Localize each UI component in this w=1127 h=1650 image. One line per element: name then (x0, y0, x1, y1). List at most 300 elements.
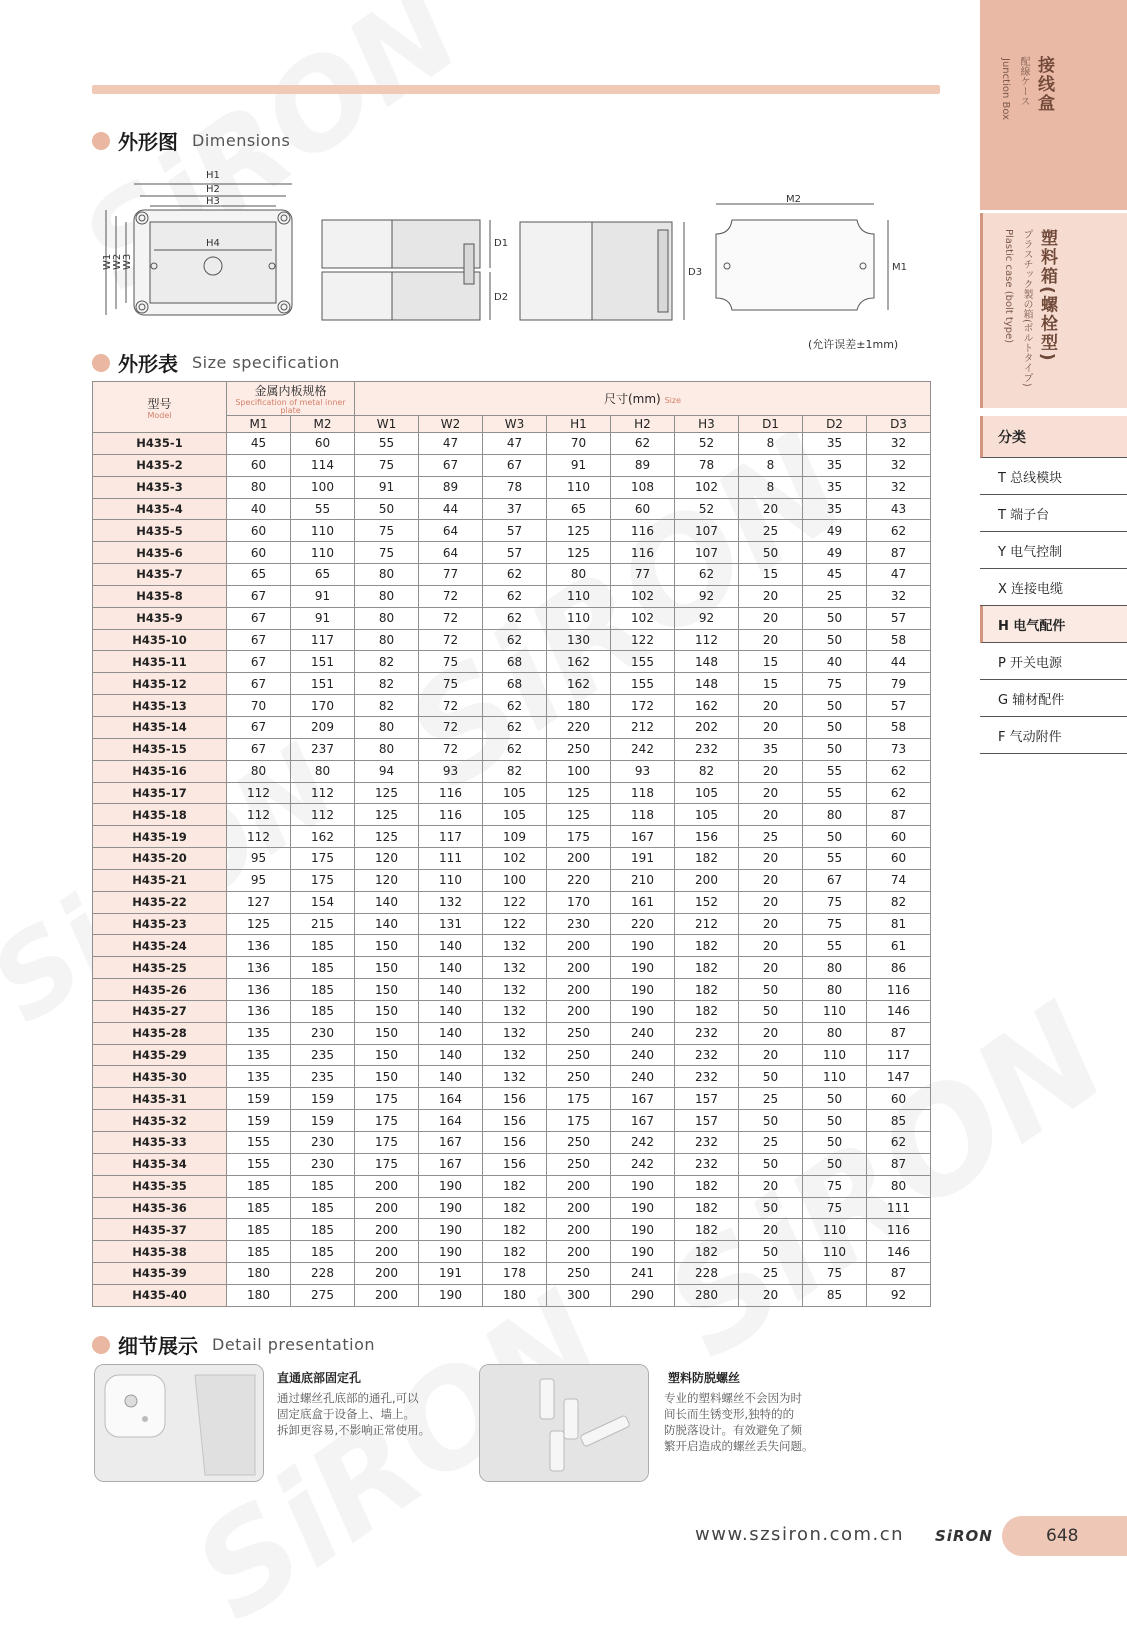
value-cell: 110 (803, 1044, 867, 1066)
value-cell: 162 (547, 651, 611, 673)
value-cell: 116 (611, 520, 675, 542)
value-cell: 122 (483, 913, 547, 935)
column-header: W3 (483, 416, 547, 433)
value-cell: 100 (291, 476, 355, 498)
inner-plate-drawing (716, 204, 888, 310)
category-item[interactable]: T 端子台 (980, 495, 1127, 532)
value-cell: 105 (483, 782, 547, 804)
model-cell: H435-33 (93, 1132, 227, 1154)
detail-line: 固定底盒于设备上、墙上。 (277, 1407, 415, 1421)
table-row (93, 804, 931, 826)
value-cell: 110 (803, 1000, 867, 1022)
value-cell: 82 (355, 651, 419, 673)
value-cell: 125 (547, 520, 611, 542)
value-cell: 182 (675, 957, 739, 979)
value-cell: 80 (867, 1175, 931, 1197)
value-cell: 200 (547, 1175, 611, 1197)
value-cell: 110 (803, 1241, 867, 1263)
value-cell: 70 (547, 433, 611, 455)
model-cell: H435-39 (93, 1263, 227, 1285)
value-cell: 68 (483, 673, 547, 695)
value-cell: 47 (419, 433, 483, 455)
value-cell: 125 (355, 782, 419, 804)
table-row (93, 542, 931, 564)
value-cell: 50 (739, 542, 803, 564)
value-cell: 52 (675, 433, 739, 455)
value-cell: 200 (547, 1241, 611, 1263)
column-header: D1 (739, 416, 803, 433)
value-cell: 62 (867, 520, 931, 542)
value-cell: 240 (611, 1066, 675, 1088)
label-w3: W3 (122, 253, 133, 270)
value-cell: 156 (675, 826, 739, 848)
value-cell: 157 (675, 1110, 739, 1132)
value-cell: 65 (227, 564, 291, 586)
model-cell: H435-40 (93, 1284, 227, 1306)
value-cell: 182 (675, 1000, 739, 1022)
value-cell: 91 (547, 454, 611, 476)
value-cell: 156 (483, 1088, 547, 1110)
model-header (93, 382, 227, 433)
value-cell: 191 (419, 1263, 483, 1285)
value-cell: 250 (547, 1022, 611, 1044)
value-cell: 87 (867, 542, 931, 564)
category-item[interactable]: G 辅材配件 (980, 680, 1127, 717)
label-w2: W2 (112, 253, 123, 270)
column-header: W1 (355, 416, 419, 433)
value-cell: 79 (867, 673, 931, 695)
value-cell: 20 (739, 629, 803, 651)
value-cell: 35 (803, 433, 867, 455)
plate-header-cn: 金属内板规格 (254, 384, 327, 398)
value-cell: 35 (739, 738, 803, 760)
value-cell: 60 (867, 1088, 931, 1110)
value-cell: 116 (419, 782, 483, 804)
value-cell: 80 (355, 629, 419, 651)
value-cell: 32 (867, 585, 931, 607)
value-cell: 20 (739, 891, 803, 913)
column-header: D2 (803, 416, 867, 433)
value-cell: 250 (547, 738, 611, 760)
value-cell: 212 (611, 716, 675, 738)
value-cell: 200 (675, 869, 739, 891)
value-cell: 105 (675, 804, 739, 826)
value-cell: 43 (867, 498, 931, 520)
value-cell: 80 (355, 585, 419, 607)
value-cell: 182 (675, 935, 739, 957)
value-cell: 109 (483, 826, 547, 848)
value-cell: 74 (867, 869, 931, 891)
value-cell: 132 (483, 1044, 547, 1066)
side-subtitle-en: Plastic case (bolt type) (1003, 229, 1014, 344)
value-cell: 80 (803, 804, 867, 826)
value-cell: 250 (547, 1066, 611, 1088)
value-cell: 202 (675, 716, 739, 738)
value-cell: 100 (547, 760, 611, 782)
model-cell: H435-7 (93, 564, 227, 586)
dimension-drawings (92, 160, 912, 350)
side-subtitle-cn: 塑料箱(螺栓型) (1037, 229, 1057, 363)
value-cell: 290 (611, 1284, 675, 1306)
value-cell: 175 (547, 1088, 611, 1110)
value-cell: 167 (611, 1110, 675, 1132)
value-cell: 87 (867, 1022, 931, 1044)
table-row (93, 1066, 931, 1088)
value-cell: 15 (739, 673, 803, 695)
value-cell: 111 (419, 848, 483, 870)
value-cell: 89 (611, 454, 675, 476)
value-cell: 67 (803, 869, 867, 891)
detail-image-mounting-hole (94, 1364, 264, 1482)
category-list (980, 416, 1127, 754)
value-cell: 182 (483, 1219, 547, 1241)
table-row (93, 1219, 931, 1241)
value-cell: 178 (483, 1263, 547, 1285)
value-cell: 82 (355, 673, 419, 695)
category-item[interactable]: X 连接电缆 (980, 569, 1127, 606)
model-cell: H435-32 (93, 1110, 227, 1132)
value-cell: 280 (675, 1284, 739, 1306)
value-cell: 125 (355, 804, 419, 826)
value-cell: 230 (291, 1022, 355, 1044)
table-row (93, 1263, 931, 1285)
value-cell: 20 (739, 716, 803, 738)
value-cell: 50 (803, 1088, 867, 1110)
value-cell: 80 (547, 564, 611, 586)
side-section-drawing (520, 222, 684, 320)
model-cell: H435-36 (93, 1197, 227, 1219)
value-cell: 57 (483, 520, 547, 542)
value-cell: 68 (483, 651, 547, 673)
value-cell: 50 (803, 716, 867, 738)
value-cell: 185 (291, 1197, 355, 1219)
value-cell: 75 (355, 520, 419, 542)
side-title-cn: 接线盒 (1034, 56, 1054, 113)
label-h2: H2 (206, 184, 220, 195)
value-cell: 130 (547, 629, 611, 651)
table-row (93, 651, 931, 673)
value-cell: 50 (803, 826, 867, 848)
value-cell: 230 (547, 913, 611, 935)
value-cell: 200 (547, 1197, 611, 1219)
value-cell: 185 (227, 1197, 291, 1219)
table-row (93, 673, 931, 695)
value-cell: 110 (291, 542, 355, 564)
bullet-icon (92, 354, 110, 372)
value-cell: 242 (611, 1132, 675, 1154)
model-cell: H435-25 (93, 957, 227, 979)
value-cell: 25 (739, 520, 803, 542)
value-cell: 25 (739, 1132, 803, 1154)
value-cell: 127 (227, 891, 291, 913)
value-cell: 82 (483, 760, 547, 782)
value-cell: 20 (739, 848, 803, 870)
value-cell: 112 (227, 782, 291, 804)
label-d3: D3 (688, 267, 703, 278)
value-cell: 140 (419, 979, 483, 1001)
value-cell: 55 (803, 760, 867, 782)
value-cell: 185 (291, 1219, 355, 1241)
value-cell: 132 (483, 1000, 547, 1022)
value-cell: 125 (355, 826, 419, 848)
category-item[interactable]: Y 电气控制 (980, 532, 1127, 569)
value-cell: 185 (291, 957, 355, 979)
value-cell: 232 (675, 1066, 739, 1088)
model-cell: H435-21 (93, 869, 227, 891)
category-item[interactable]: T 总线模块 (980, 458, 1127, 495)
value-cell: 110 (547, 476, 611, 498)
detail-line: 通过螺丝孔底部的通孔,可以 (277, 1391, 419, 1405)
table-row (93, 454, 931, 476)
value-cell: 50 (739, 1153, 803, 1175)
table-row (93, 716, 931, 738)
value-cell: 200 (355, 1219, 419, 1241)
value-cell: 67 (483, 454, 547, 476)
value-cell: 81 (867, 913, 931, 935)
table-row (93, 738, 931, 760)
bullet-icon (92, 1336, 110, 1354)
value-cell: 92 (867, 1284, 931, 1306)
value-cell: 80 (803, 1022, 867, 1044)
value-cell: 212 (675, 913, 739, 935)
value-cell: 94 (355, 760, 419, 782)
value-cell: 58 (867, 716, 931, 738)
detail-image-screws (479, 1364, 649, 1482)
value-cell: 175 (355, 1153, 419, 1175)
value-cell: 237 (291, 738, 355, 760)
value-cell: 75 (803, 1197, 867, 1219)
model-cell: H435-16 (93, 760, 227, 782)
value-cell: 8 (739, 454, 803, 476)
value-cell: 190 (611, 957, 675, 979)
table-row (93, 629, 931, 651)
footer-logo: SiRON (935, 1527, 993, 1545)
value-cell: 175 (291, 848, 355, 870)
value-cell: 73 (867, 738, 931, 760)
value-cell: 162 (675, 695, 739, 717)
table-row (93, 935, 931, 957)
size-header (355, 382, 931, 416)
value-cell: 228 (291, 1263, 355, 1285)
model-cell: H435-30 (93, 1066, 227, 1088)
value-cell: 45 (227, 433, 291, 455)
model-cell: H435-24 (93, 935, 227, 957)
value-cell: 240 (611, 1022, 675, 1044)
value-cell: 82 (867, 891, 931, 913)
table-row (93, 476, 931, 498)
value-cell: 250 (547, 1132, 611, 1154)
value-cell: 182 (675, 979, 739, 1001)
value-cell: 122 (483, 891, 547, 913)
side-subtitle-jp: プラスチック製の箱(ボルトタイプ) (1021, 229, 1032, 387)
value-cell: 242 (611, 1153, 675, 1175)
value-cell: 230 (291, 1132, 355, 1154)
value-cell: 80 (227, 476, 291, 498)
value-cell: 60 (227, 454, 291, 476)
value-cell: 47 (867, 564, 931, 586)
value-cell: 60 (611, 498, 675, 520)
plate-header (227, 382, 355, 416)
value-cell: 200 (547, 1000, 611, 1022)
value-cell: 235 (291, 1044, 355, 1066)
value-cell: 32 (867, 476, 931, 498)
value-cell: 20 (739, 913, 803, 935)
table-row (93, 826, 931, 848)
value-cell: 78 (675, 454, 739, 476)
value-cell: 91 (355, 476, 419, 498)
category-item-active[interactable]: H 电气配件 (980, 606, 1127, 643)
value-cell: 190 (611, 935, 675, 957)
value-cell: 157 (675, 1088, 739, 1110)
value-cell: 25 (739, 1263, 803, 1285)
table-row (93, 1022, 931, 1044)
value-cell: 50 (803, 695, 867, 717)
value-cell: 67 (227, 716, 291, 738)
value-cell: 147 (867, 1066, 931, 1088)
value-cell: 200 (355, 1241, 419, 1263)
value-cell: 55 (803, 782, 867, 804)
category-item[interactable]: P 开关电源 (980, 643, 1127, 680)
value-cell: 50 (739, 1000, 803, 1022)
value-cell: 67 (227, 585, 291, 607)
value-cell: 60 (867, 848, 931, 870)
value-cell: 108 (611, 476, 675, 498)
value-cell: 185 (227, 1175, 291, 1197)
column-header: M2 (291, 416, 355, 433)
value-cell: 232 (675, 1022, 739, 1044)
value-cell: 232 (675, 1132, 739, 1154)
label-h3: H3 (206, 196, 220, 207)
value-cell: 230 (291, 1153, 355, 1175)
category-item[interactable]: F 气动附件 (980, 717, 1127, 754)
value-cell: 50 (803, 1153, 867, 1175)
value-cell: 50 (739, 1066, 803, 1088)
value-cell: 112 (291, 782, 355, 804)
value-cell: 35 (803, 498, 867, 520)
value-cell: 112 (675, 629, 739, 651)
value-cell: 62 (867, 782, 931, 804)
value-cell: 92 (675, 585, 739, 607)
value-cell: 87 (867, 804, 931, 826)
value-cell: 40 (227, 498, 291, 520)
value-cell: 62 (867, 760, 931, 782)
column-header: H2 (611, 416, 675, 433)
value-cell: 20 (739, 498, 803, 520)
value-cell: 55 (803, 935, 867, 957)
value-cell: 242 (611, 738, 675, 760)
value-cell: 185 (227, 1219, 291, 1241)
model-cell: H435-14 (93, 716, 227, 738)
value-cell: 300 (547, 1284, 611, 1306)
table-row (93, 498, 931, 520)
value-cell: 93 (419, 760, 483, 782)
value-cell: 64 (419, 520, 483, 542)
detail-title-1: 直通底部固定孔 (277, 1371, 362, 1385)
model-cell: H435-29 (93, 1044, 227, 1066)
value-cell: 44 (867, 651, 931, 673)
detail-line: 间长而生锈变形,独特的的 (664, 1407, 795, 1421)
value-cell: 215 (291, 913, 355, 935)
value-cell: 150 (355, 1044, 419, 1066)
value-cell: 35 (803, 476, 867, 498)
value-cell: 175 (355, 1088, 419, 1110)
value-cell: 20 (739, 607, 803, 629)
value-cell: 107 (675, 520, 739, 542)
value-cell: 200 (547, 848, 611, 870)
value-cell: 112 (227, 804, 291, 826)
value-cell: 62 (483, 695, 547, 717)
value-cell: 132 (483, 1022, 547, 1044)
value-cell: 91 (291, 585, 355, 607)
value-cell: 175 (547, 1110, 611, 1132)
table-row (93, 520, 931, 542)
value-cell: 62 (483, 585, 547, 607)
value-cell: 154 (291, 891, 355, 913)
value-cell: 64 (419, 542, 483, 564)
value-cell: 102 (483, 848, 547, 870)
value-cell: 150 (355, 957, 419, 979)
column-header: H1 (547, 416, 611, 433)
value-cell: 67 (227, 673, 291, 695)
model-cell: H435-34 (93, 1153, 227, 1175)
value-cell: 140 (355, 891, 419, 913)
value-cell: 62 (675, 564, 739, 586)
value-cell: 8 (739, 433, 803, 455)
value-cell: 190 (419, 1219, 483, 1241)
label-h4: H4 (206, 238, 220, 249)
value-cell: 105 (675, 782, 739, 804)
value-cell: 67 (419, 454, 483, 476)
value-cell: 150 (355, 1022, 419, 1044)
value-cell: 122 (611, 629, 675, 651)
value-cell: 117 (291, 629, 355, 651)
value-cell: 95 (227, 869, 291, 891)
table-row (93, 848, 931, 870)
value-cell: 140 (419, 1066, 483, 1088)
model-header-en: Model (147, 410, 172, 420)
value-cell: 164 (419, 1088, 483, 1110)
value-cell: 162 (547, 673, 611, 695)
value-cell: 185 (291, 935, 355, 957)
value-cell: 159 (227, 1088, 291, 1110)
detail-line: 繁开启造成的螺丝丢失问题。 (664, 1439, 814, 1453)
footer-url[interactable]: www.szsiron.com.cn (695, 1524, 905, 1545)
value-cell: 60 (227, 520, 291, 542)
value-cell: 100 (483, 869, 547, 891)
value-cell: 182 (675, 1219, 739, 1241)
model-cell: H435-8 (93, 585, 227, 607)
model-cell: H435-38 (93, 1241, 227, 1263)
model-cell: H435-37 (93, 1219, 227, 1241)
value-cell: 75 (803, 673, 867, 695)
table-row (93, 1241, 931, 1263)
value-cell: 120 (355, 869, 419, 891)
section-title-en: Size specification (192, 353, 340, 372)
value-cell: 50 (355, 498, 419, 520)
value-cell: 180 (227, 1284, 291, 1306)
value-cell: 150 (355, 1000, 419, 1022)
page-number-text: 648 (1046, 1526, 1079, 1546)
value-cell: 67 (227, 629, 291, 651)
value-cell: 20 (739, 1284, 803, 1306)
value-cell: 132 (483, 1066, 547, 1088)
dimensions-header (92, 126, 290, 155)
value-cell: 182 (483, 1241, 547, 1263)
model-cell: H435-27 (93, 1000, 227, 1022)
detail-text-2 (664, 1390, 814, 1454)
top-accent-bar (92, 85, 940, 94)
table-row (93, 695, 931, 717)
